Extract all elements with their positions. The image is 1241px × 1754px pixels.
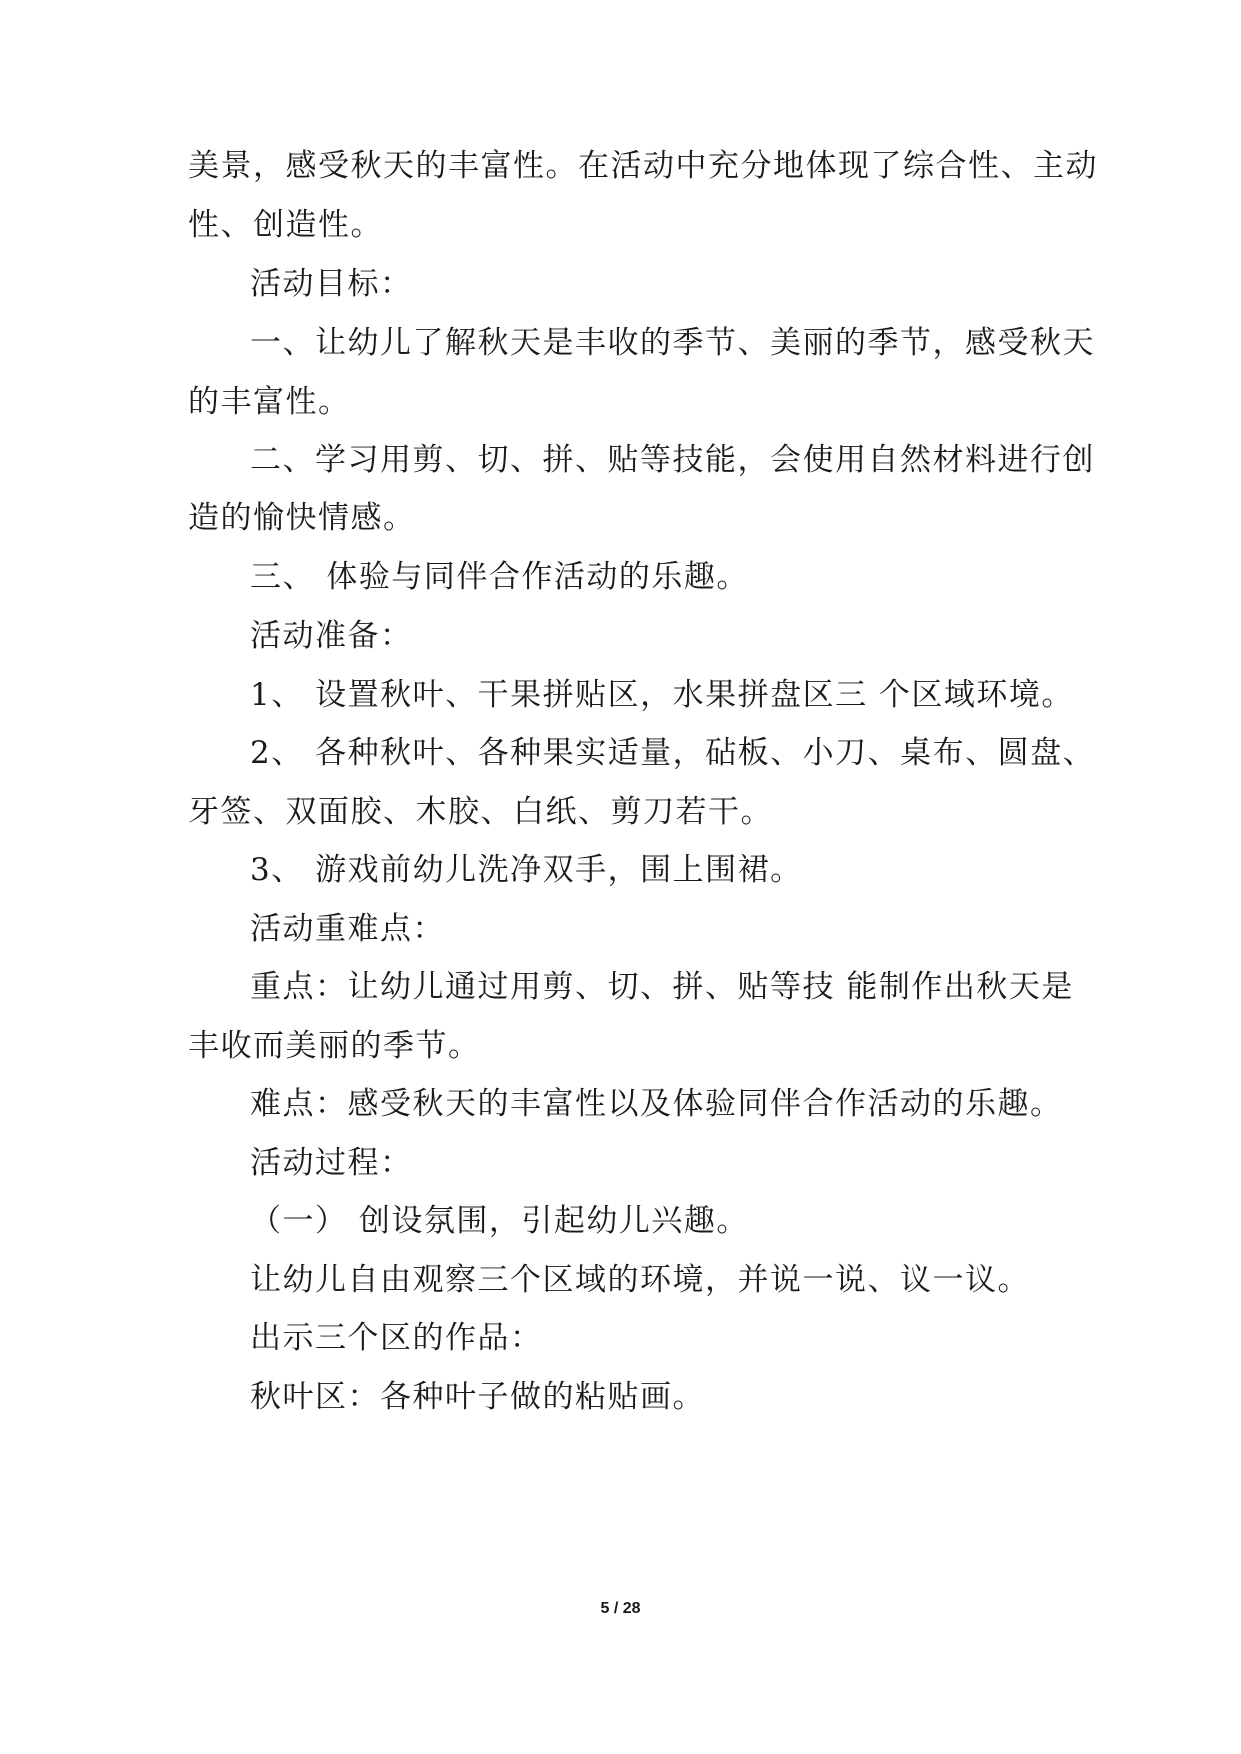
paragraph-line: 丰收而美丽的季节。 — [188, 1028, 481, 1064]
paragraph-line: 3、 游戏前幼儿洗净双手，围上围裙。 — [250, 852, 803, 888]
paragraph-line: 难点：感受秋天的丰富性以及体验同伴合作活动的乐趣。 — [250, 1086, 1063, 1122]
paragraph-line: 造的愉快情感。 — [188, 500, 416, 536]
paragraph-line: 秋叶区：各种叶子做的粘贴画。 — [250, 1379, 705, 1415]
paragraph-line: 牙签、双面胶、木胶、白纸、剪刀若干。 — [188, 794, 773, 830]
paragraph-line: 的丰富性。 — [188, 384, 351, 420]
paragraph-line: 性、创造性。 — [188, 207, 383, 243]
paragraph-line: 2、 各种秋叶、各种果实适量，砧板、小刀、桌布、圆盘、 — [250, 735, 1096, 771]
section-heading: 活动准备： — [250, 618, 413, 654]
paragraph-line: 二、学习用剪、切、拼、贴等技能，会使用自然材料进行创 — [250, 442, 1095, 478]
paragraph-line: 重点：让幼儿通过用剪、切、拼、贴等技 能制作出秋天是 — [250, 969, 1074, 1005]
paragraph-line: 1、 设置秋叶、干果拼贴区，水果拼盘区三 个区域环境。 — [250, 677, 1074, 713]
paragraph-line: 一、让幼儿了解秋天是丰收的季节、美丽的季节，感受秋天 — [250, 325, 1095, 361]
section-heading: 活动过程： — [250, 1145, 413, 1181]
section-heading: 活动目标： — [250, 266, 413, 302]
paragraph-line: 让幼儿自由观察三个区域的环境，并说一说、议一议。 — [250, 1262, 1030, 1298]
page-number: 5 / 28 — [600, 1600, 641, 1617]
paragraph-line: 三、 体验与同伴合作活动的乐趣。 — [250, 559, 749, 595]
paragraph-line: 出示三个区的作品： — [250, 1320, 543, 1356]
paragraph-line: 美景，感受秋天的丰富性。在活动中充分地体现了综合性、主动 — [188, 148, 1098, 184]
section-heading: 活动重难点： — [250, 911, 445, 947]
paragraph-line: （一） 创设氛围，引起幼儿兴趣。 — [250, 1203, 749, 1239]
